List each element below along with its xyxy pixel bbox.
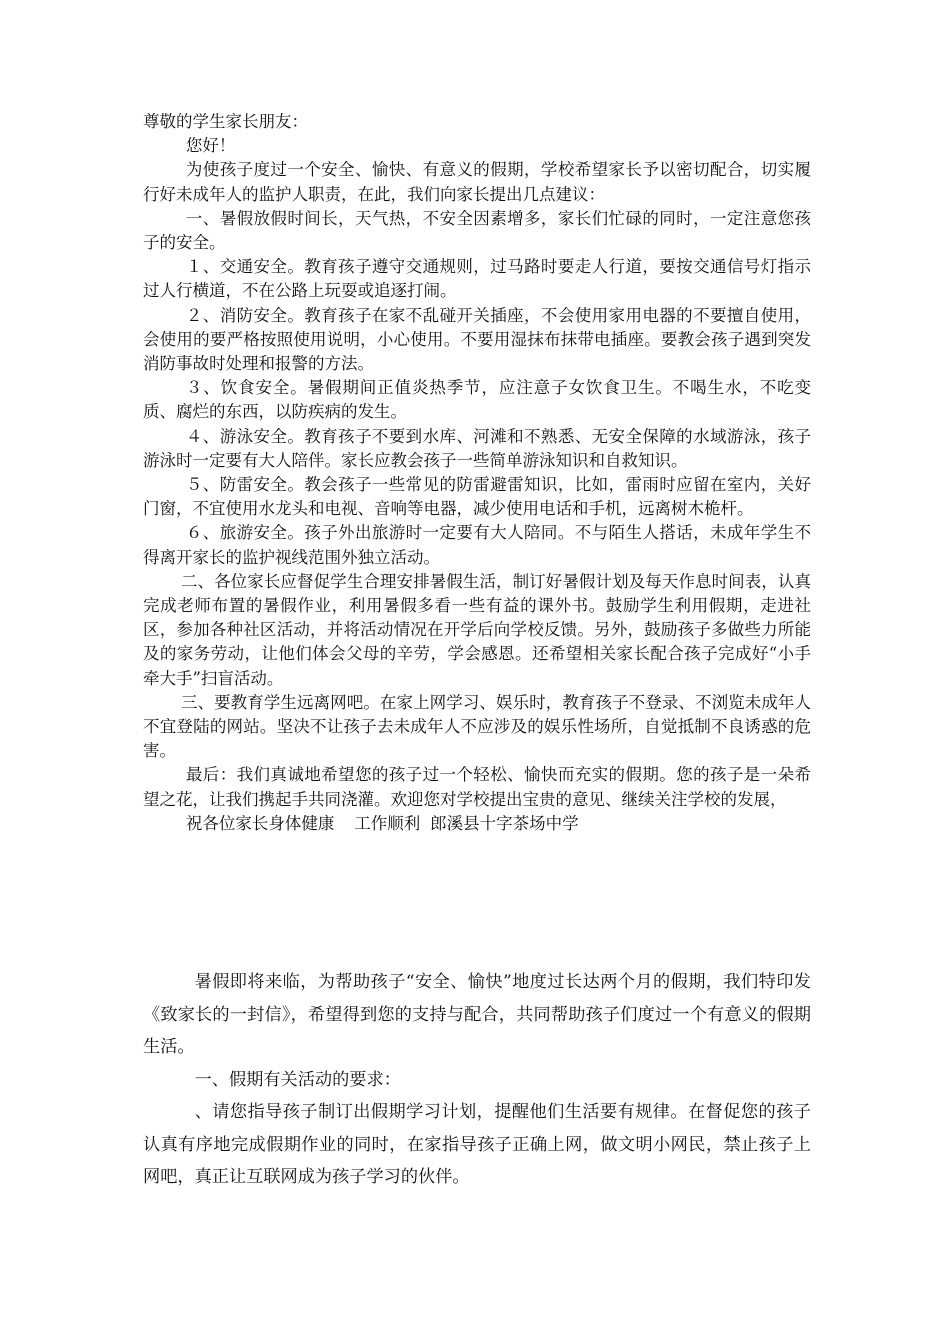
point-one: 一、暑假放假时间长，天气热，不安全因素增多，家长们忙碌的同时，一定注意您孩子的安全。 [143,208,811,253]
activity-requirements-heading: 一、假期有关活动的要求： [194,1069,401,1090]
greeting: 您好！ [185,136,236,156]
safety-item-lightning: ５、防雷安全。教会孩子一些常见的防雷避雷知识，比如，雷雨时应留在室内，关好门窗，不宜使用水龙头和电视、音响等电器，减少使用电话和手机，远离树木桅杆。 [143,475,811,519]
safety-item-fire: ２、消防安全。教育孩子在家不乱碰开关插座，不会使用家用电器的不要擅自使用，会使用的要严格按照使用说明，小心使用。不要用湿抹布抹带电插座。要教会孩子遇到突发消防事故时处理和报警的方法。 [143,305,811,374]
closing-paragraph: 最后：我们真诚地希望您的孩子过一个轻松、愉快而充实的假期。您的孩子是一朵希望之花，让我们携起手共同浇灌。欢迎您对学校提出宝贵的意见、继续关注学校的发展， [143,765,811,809]
salutation: 尊敬的学生家长朋友： [143,112,308,131]
study-plan-item: 、请您指导孩子制订出假期学习计划，提醒他们生活要有规律。在督促您的孩子认真有序地完成假期作业的同时，在家指导孩子正确上网，做文明小网民，禁止孩子上网吧，真正让互联网成为孩子学习的伙伴。 [143,1102,811,1187]
second-intro-paragraph: 暑假即将来临，为帮助孩子“安全、愉快”地度过长达两个月的假期，我们特印发《致家长的一封信》，希望得到您的支持与配合，共同帮助孩子们度过一个有意义的假期生活。 [143,972,811,1057]
point-two: 二、各位家长应督促学生合理安排暑假生活，制订好暑假计划及每天作息时间表，认真完成老师布置的暑假作业，利用暑假多看一些有益的课外书。鼓励学生利用假期，走进社区，参加各种社区活动，并将活动情况在开学后向学校反馈。另外，鼓励孩子多做些力所能及的家务劳动，让他们体会父母的辛劳，学会感恩。还希望相关家长配合孩子完成好“小手牵大手”扫盲活动。 [143,571,811,688]
wish-work: 工作顺利 [354,813,421,833]
second-letter [143,966,811,1194]
intro-paragraph: 为使孩子度过一个安全、愉快、有意义的假期，学校希望家长予以密切配合，切实履行好未成年人的监护人职责，在此，我们向家长提出几点建议： [143,160,811,204]
safety-item-traffic: １、交通安全。教育孩子遵守交通规则，过马路时要走人行道，要按交通信号灯指示过人行横道，不在公路上玩耍或追逐打闹。 [143,257,811,301]
point-three: 三、要教育学生远离网吧。在家上网学习、娱乐时，教育孩子不登录、不浏览未成年人不宜登陆的网站。坚决不让孩子去未成年人不应涉及的娱乐性场所，自觉抵制不良诱惑的危害。 [143,692,811,761]
school-signature: 郎溪县十字茶场中学 [430,813,579,833]
letter-to-parents [143,110,811,836]
safety-item-travel: ６、旅游安全。孩子外出旅游时一定要有大人陪同。不与陌生人搭话，未成年学生不得离开家长的监护视线范围外独立活动。 [143,523,811,567]
signature-line [143,812,811,836]
safety-item-swimming: ４、游泳安全。教育孩子不要到水库、河滩和不熟悉、无安全保障的水域游泳，孩子游泳时一定要有大人陪伴。家长应教会孩子一些简单游泳知识和自救知识。 [143,426,811,470]
wish-health: 祝各位家长身体健康 [185,813,335,833]
safety-item-food: ３、饮食安全。暑假期间正值炎热季节，应注意子女饮食卫生。不喝生水，不吃变质、腐烂的东西，以防疾病的发生。 [143,378,811,422]
